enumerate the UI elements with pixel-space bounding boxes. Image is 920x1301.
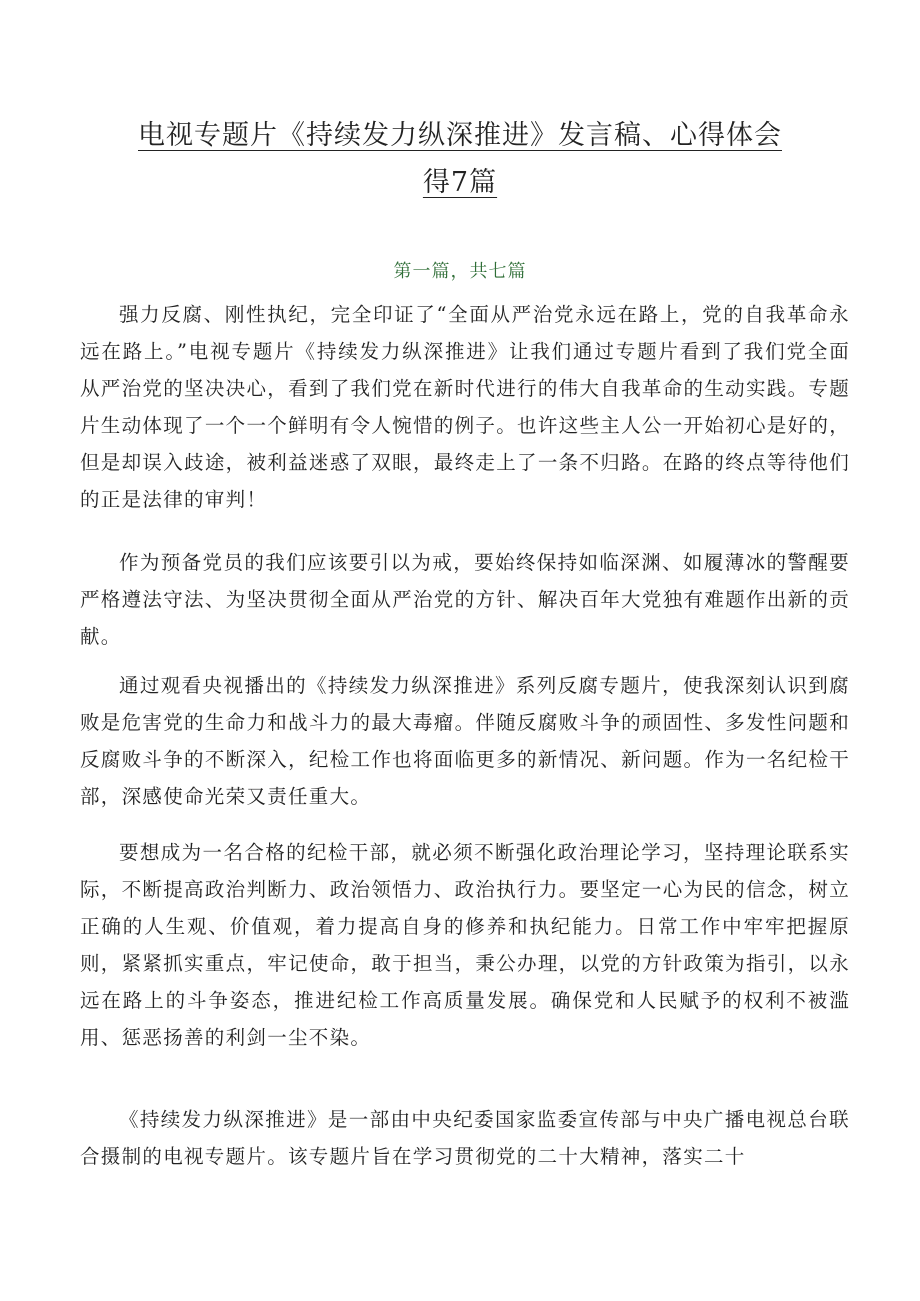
paragraph-1: 强力反腐、刚性执纪，完全印证了“全面从严治党永远在路上，党的自我革命永远在路上。”电视专题片《持续发力纵深推进》让我们通过专题片看到了我们党全面从严治党的坚决决心，看到了我们党在新时代进行的伟大自我革命的生动实践。专题片生动体现了一个一个鲜明有令人惋惜的例子。也许这些主人公一开始初心是好的，但是却误入歧途，被利益迷惑了双眼，最终走上了一条不归路。在路的终点等待他们的正是法律的审判！ (80, 303, 850, 511)
paragraph-2: 作为预备党员的我们应该要引以为戒，要始终保持如临深渊、如履薄冰的警醒要严格遵法守法、为坚决贯彻全面从严治党的方针、解决百年大党独有难题作出新的贡献。 (80, 551, 850, 648)
title-text-1: 电视专题片《持续发力纵深推进》发言稿、心得体会 (138, 120, 782, 151)
paragraph-4: 要想成为一名合格的纪检干部，就必须不断强化政治理论学习，坚持理论联系实际，不断提高政治判断力、政治领悟力、政治执行力。要坚定一心为民的信念，树立正确的人生观、价值观，着力提高自身的修养和执纪能力。日常工作中牢牢把握原则，紧紧抓实重点，牢记使命，敢于担当，秉公办理，以党的方针政策为指引，以永远在路上的斗争姿态，推进纪检工作高质量发展。确保党和人民赋予的权利不被滥用、惩恶扬善的利剑一尘不染。 (80, 841, 850, 1049)
paragraph-3: 通过观看央视播出的《持续发力纵深推进》系列反腐专题片，使我深刻认识到腐败是危害党的生命力和战斗力的最大毒瘤。伴随反腐败斗争的顽固性、多发性问题和反腐败斗争的不断深入，纪检工作也将面临更多的新情况、新问题。作为一名纪检干部，深感使命光荣又责任重大。 (80, 674, 850, 808)
document-title-line-2 (100, 160, 820, 206)
document-title-line-1 (100, 113, 820, 159)
paragraph-5: 《持续发力纵深推进》是一部由中央纪委国家监委宣传部与中央广播电视总台联合摄制的电视专题片。该专题片旨在学习贯彻党的二十大精神，落实二十 (80, 1108, 850, 1168)
title-text-2: 得7篇 (422, 167, 498, 198)
section-heading: 第一篇，共七篇 (393, 261, 527, 282)
